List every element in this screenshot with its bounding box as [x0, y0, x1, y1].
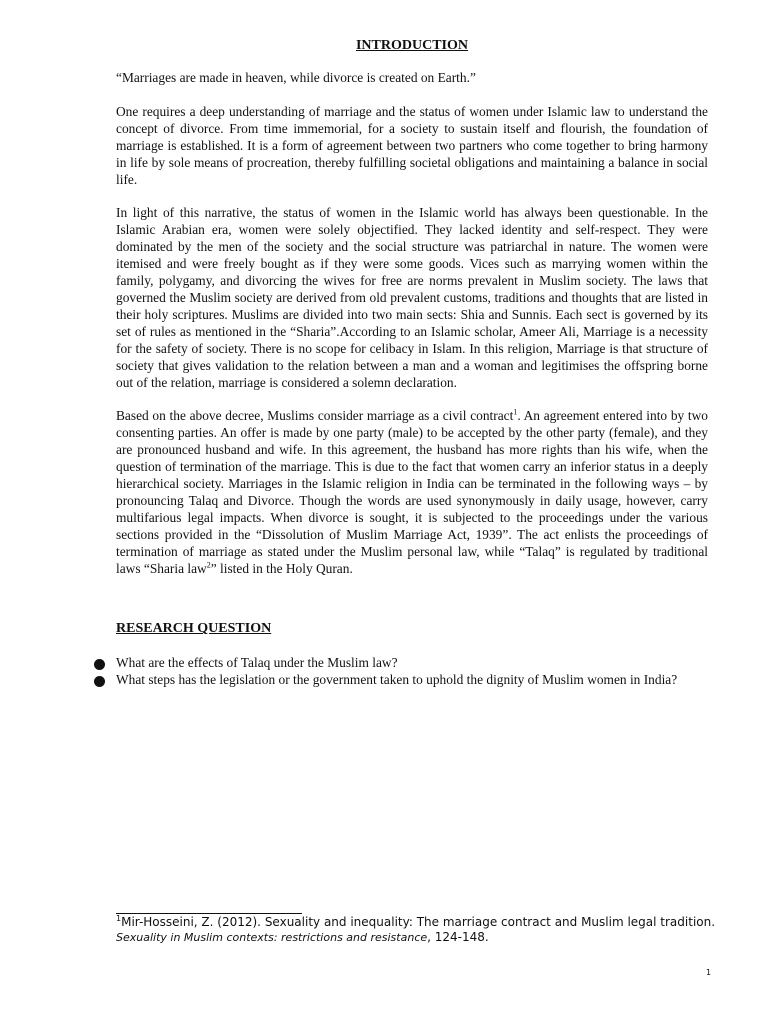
paragraph-1: One requires a deep understanding of marriage and the status of women under Islamic law to understand the concept of divorce. From time immemorial, for a society to sustain itself and flourish, the foundation of marriage is established. It is a form of agreement between two partners who come together to bring harmony in life by sole means of procreation, thereby fulfilling societal obligations and maintaining a balance in social life.: [116, 103, 708, 187]
page-number: 1: [706, 968, 712, 977]
paragraph-3-text-c: ” listed in the Holy Quran.: [210, 560, 353, 576]
paragraph-3-text-b: . An agreement entered into by two consenting parties. An offer is made by one party (male) to be accepted by the other party (female), and they are pronounced husband and wife. In this agreement, the husband has more rights than his wife, when the question of termination of the marriage. This is due to the fact that women carry an inferior status in a deeply hierarchical society. Marriages in the Islamic religion in India can be terminated in the following ways – by pronouncing Talaq and Divorce. Though the words are used synonymously in daily usage, however, carry multifarious legal impacts. When divorce is sought, it is subjected to the proceedings under the various sections provided in the “Dissolution of Muslim Marriage Act, 1939”. The act enlists the proceedings of termination of marriage as stated under the Muslim personal law, while “Talaq” is regulated by traditional laws “Sharia law: [116, 408, 709, 576]
introduction-heading: INTRODUCTION: [355, 38, 468, 53]
research-question-text: What are the effects of Talaq under the Muslim law?: [116, 655, 398, 671]
paragraph-3-text-a: Based on the above decree, Muslims consider marriage as a civil contract: [116, 408, 514, 424]
footnote-mark: 1: [116, 914, 122, 923]
footnote-text: Mir-Hosseini, Z. (2012). Sexuality and inequality: The marriage contract and Muslim legal tradition.: [121, 915, 716, 929]
research-question-text: What steps has the legislation or the government taken to uphold the dignity of Muslim women in India?: [116, 672, 678, 688]
footnote-1: [116, 915, 716, 945]
research-question-heading: RESEARCH QUESTION: [116, 621, 272, 637]
footnote-ref-2[interactable]: 2: [206, 560, 211, 570]
footnote-pages: , 124-148.: [427, 930, 489, 944]
opening-quote: “Marriages are made in heaven, while divorce is created on Earth.”: [116, 70, 476, 85]
research-question-item: [116, 672, 708, 689]
paragraph-2: In light of this narrative, the status of women in the Islamic world has always been questionable. In the Islamic Arabian era, women were solely objectified. They lacked identity and self-respect. They were dominated by the men of the society and the social structure was patriarchal in nature. The women were itemised and were freely bought as if they were some goods. Vices such as marrying women within the family, polygamy, and divorcing the wives for free are norms prevalent in Muslim society. The laws that governed the Muslim society are derived from old prevalent customs, traditions and thoughts that are listed in their holy scriptures. Muslims are divided into two main sects: Shia and Sunnis. Each sect is governed by its set of rules as mentioned in the “Sharia”.According to an Islamic scholar, Ameer Ali, Marriage is a necessity for the safety of society. There is no scope for celibacy in Islam. In this religion, Marriage is that structure of society that gives validation to the relation between a man and a woman and legitimises the offspring borne out of the relation, marriage is considered a solemn declaration.: [116, 205, 708, 390]
footnote-source: Sexuality in Muslim contexts: restrictions and resistance: [116, 931, 428, 944]
document-page: [116, 36, 708, 689]
paragraph-3: [116, 408, 708, 577]
bullet-icon: [94, 676, 105, 687]
footnote-divider: [116, 913, 302, 914]
bullet-icon: [94, 659, 105, 670]
footnote-ref-1[interactable]: 1: [513, 407, 518, 417]
research-question-item: [116, 655, 708, 672]
research-question-list: [116, 655, 708, 689]
